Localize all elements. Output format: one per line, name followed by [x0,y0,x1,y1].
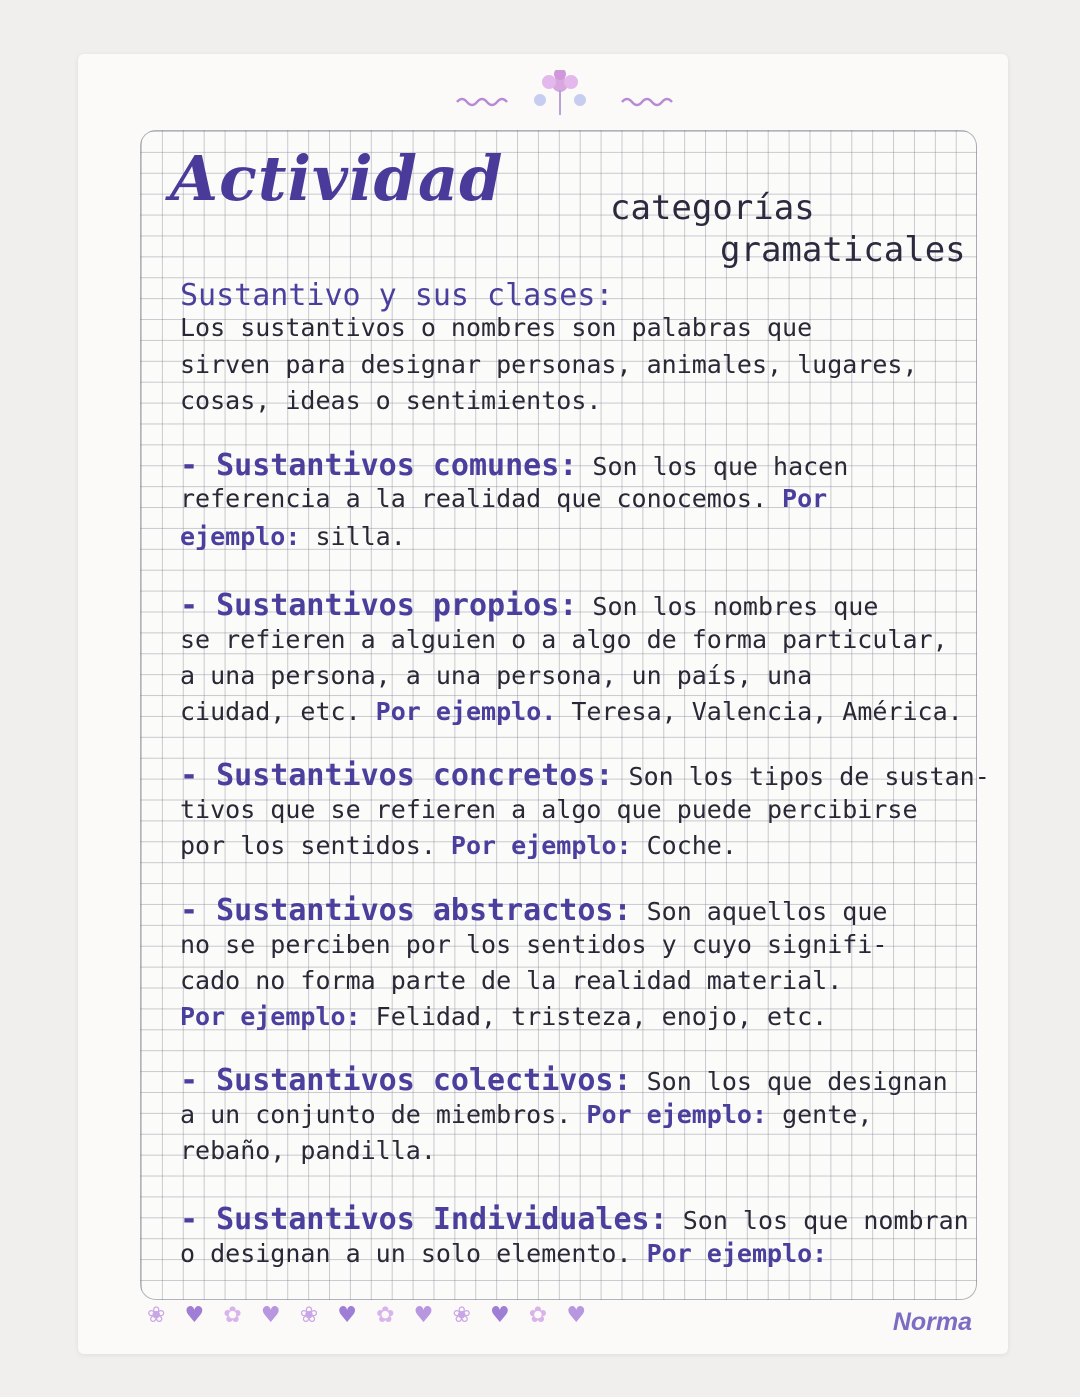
section-propios-line-3: a una persona, a una persona, un país, una [180,661,813,690]
section-abstractos-ejemplo-text: Felidad, tristeza, enojo, etc. [360,1002,828,1031]
section-concretos-text-1: Son los tipos de sustan- [613,762,990,791]
heart-icon: ♥ [184,1303,205,1328]
brand-logo: Norma [892,1308,972,1336]
section-propios-line-4 [180,697,963,726]
heart-icon: ♥ [337,1303,357,1328]
squiggle-right-icon [620,94,680,108]
section-comunes-title: - Sustantivos comunes: [180,448,578,483]
section-abstractos-line-2: no se perciben por los sentidos y cuyo signifi- [180,930,888,959]
section-comunes-text-2: referencia a la realidad que conocemos. [180,484,767,513]
section-individuales-title: - Sustantivos Individuales: [180,1202,668,1237]
page-title: Actividad [170,142,504,215]
section-individuales-text-2: o designan a un solo elemento. [180,1239,632,1268]
subtitle-line-2: gramaticales [720,230,966,270]
flower-icon: ❀ [147,1303,166,1328]
footer-decorations [140,1303,980,1343]
heart-icon: ♥ [489,1303,510,1328]
section-propios-title: - Sustantivos propios: [180,588,578,623]
subtitle-line-1: categorías [610,188,815,228]
section-colectivos-line-2 [180,1100,872,1129]
section-individuales-line-1 [180,1202,969,1237]
flower-decoration-icon [500,70,620,120]
section-colectivos-text-2: a un conjunto de miembros. [180,1100,572,1129]
section-comunes-ejemplo-text: silla. [300,522,406,551]
section-comunes-ejemplo-label: ejemplo: [180,522,301,551]
section-propios-line-2: se refieren a alguien o a algo de forma particular, [180,625,948,654]
section-concretos-line-2: tivos que se refieren a algo que puede percibirse [180,795,918,824]
section-colectivos-line-3: rebaño, pandilla. [180,1136,436,1165]
section-abstractos-text-1: Son aquellos que [631,897,888,926]
section-propios-line-1 [180,588,878,623]
section-concretos-ejemplo-text: Coche. [631,831,737,860]
section-abstractos-title: - Sustantivos abstractos: [180,893,632,928]
leaf-icon: ✿ [376,1303,395,1328]
section-concretos-ejemplo-label: Por ejemplo: [435,831,632,860]
section-comunes-por: Por [767,484,828,513]
intro-line-2: sirven para designar personas, animales, lugares, [180,350,918,379]
section-individuales-ejemplo-label: Por ejemplo: [631,1239,828,1268]
section-abstractos-line-4 [180,1002,827,1031]
section-colectivos-ejemplo-label: Por ejemplo: [571,1100,768,1129]
section-concretos-title: - Sustantivos concretos: [180,758,614,793]
section-abstractos-line-1 [180,893,887,928]
flower-icon: ❀ [452,1303,471,1328]
section-individuales-line-2 [180,1239,827,1268]
section-colectivos-text-1: Son los que designan [631,1067,948,1096]
intro-heading: Sustantivo y sus clases: [180,278,614,313]
section-propios-text-1: Son los nombres que [577,592,879,621]
leaf-icon: ✿ [223,1303,242,1328]
intro-line-3: cosas, ideas o sentimientos. [180,386,602,415]
section-propios-ejemplo-label: Por ejemplo. [360,697,557,726]
heart-icon: ♥ [260,1303,281,1328]
section-comunes-text-1: Son los que hacen [577,452,849,481]
section-concretos-line-1 [180,758,990,793]
section-propios-text-4: ciudad, etc. [180,697,361,726]
heart-icon: ♥ [566,1303,587,1328]
intro-line-1: Los sustantivos o nombres son palabras que [180,313,813,342]
section-comunes-line-2 [180,484,827,513]
section-colectivos-line-1 [180,1063,948,1098]
section-colectivos-title: - Sustantivos colectivos: [180,1063,632,1098]
squiggle-left-icon [455,94,515,108]
leaf-icon: ✿ [528,1303,548,1328]
section-colectivos-ejemplo-text: gente, [767,1100,873,1129]
section-concretos-line-3 [180,831,737,860]
section-individuales-text-1: Son los que nombran [667,1206,969,1235]
section-abstractos-ejemplo-label: Por ejemplo: [180,1002,361,1031]
flower-icon: ❀ [299,1303,319,1328]
section-propios-ejemplo-text: Teresa, Valencia, América. [556,697,963,726]
section-comunes-line-1 [180,448,848,483]
heart-icon: ♥ [413,1303,434,1328]
section-comunes-line-3 [180,522,406,551]
section-abstractos-line-3: cado no forma parte de la realidad material. [180,966,843,995]
section-concretos-text-3: por los sentidos. [180,831,436,860]
